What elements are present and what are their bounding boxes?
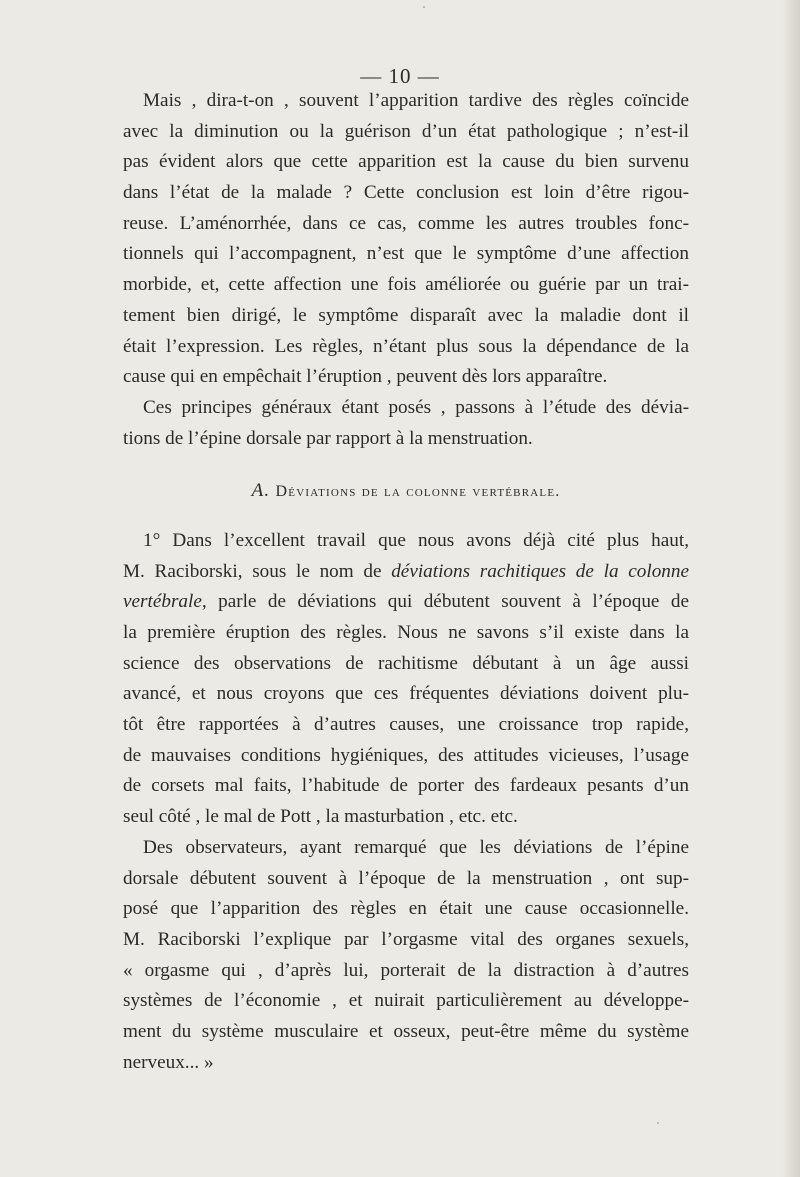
text-line <box>123 587 689 618</box>
text-line: reuse. L’aménorrhée, dans ce cas, comme les autres troubles fonc- <box>123 212 689 234</box>
text-line: cause qui en empêchait l’éruption , peuvent dès lors apparaître. <box>123 366 608 388</box>
text-line: dorsale débutent souvent à l’époque de la menstruation , ont sup- <box>123 867 689 889</box>
section-letter: A. <box>251 480 271 502</box>
text-line: était l’expression. Les règles, n’étant plus sous la dépendance de la <box>123 335 689 357</box>
text-line: 1° Dans l’excellent travail que nous avons déjà cité plus haut, <box>143 529 689 551</box>
text-line: tement bien dirigé, le symptôme disparaît avec la maladie dont il <box>123 304 689 326</box>
section-title: Déviations de la colonne vertébrale. <box>275 483 561 501</box>
section-heading <box>123 476 689 508</box>
text-line: tions de l’épine dorsale par rapport à la menstruation. <box>123 427 533 449</box>
paper-speck <box>423 6 425 8</box>
text-line: dans l’état de la malade ? Cette conclusion est loin d’être rigou- <box>123 182 689 204</box>
text-run: M. Raciborski, sous le nom de <box>123 560 392 582</box>
text-line: la première éruption des règles. Nous ne savons s’il existe dans la <box>123 622 689 644</box>
text-line: Ces principes généraux étant posés , passons à l’étude des dévia- <box>143 396 689 418</box>
paper-speck <box>612 846 614 848</box>
text-line: pas évident alors que cette apparition est la cause du bien survenu <box>123 151 689 173</box>
text-line: posé que l’apparition des règles en était une cause occasionnelle. <box>123 898 689 920</box>
text-line: seul côté , le mal de Pott , la masturbation , etc. etc. <box>123 806 518 828</box>
text-line: M. Raciborski l’explique par l’orgasme vital des organes sexuels, <box>123 928 689 950</box>
text-line: tionnels qui l’accompagnent, n’est que le symptôme d’une affection <box>123 243 689 265</box>
paper-speck <box>657 1122 659 1124</box>
text-line: de corsets mal faits, l’habitude de porter des fardeaux pesants d’un <box>123 775 689 797</box>
italic-title-run: vertébrale, <box>123 591 207 613</box>
text-line: tôt être rapportées à d’autres causes, une croissance trop rapide, <box>123 714 689 736</box>
page-edge-shadow <box>782 0 800 1177</box>
text-line: avancé, et nous croyons que ces fréquentes déviations doivent plu- <box>123 683 689 705</box>
text-line: morbide, et, cette affection une fois améliorée ou guérie par un trai- <box>123 274 689 296</box>
page-number: — 10 — <box>360 64 440 88</box>
text-line: ment du système musculaire et osseux, peut-être même du système <box>123 1020 689 1042</box>
text-line: nerveux... » <box>123 1051 214 1073</box>
text-line: science des observations de rachitisme débutant à un âge aussi <box>123 652 689 674</box>
text-line: de mauvaises conditions hygiéniques, des attitudes vicieuses, l’usage <box>123 744 689 766</box>
text-line: avec la diminution ou la guérison d’un état pathologique ; n’est-il <box>123 120 689 142</box>
body-text <box>123 86 689 1078</box>
text-line: systèmes de l’économie , et nuirait particulièrement au développe- <box>123 990 689 1012</box>
italic-title-run: déviations rachitiques de la colonne <box>391 560 689 582</box>
text-line: « orgasme qui , d’après lui, porterait de la distraction à d’autres <box>123 959 689 981</box>
text-run: parle de déviations qui débutent souvent à l’époque de <box>206 591 689 613</box>
text-line: Des observateurs, ayant remarqué que les déviations de l’épine <box>143 836 689 858</box>
text-line <box>123 557 689 588</box>
text-line: Mais , dira-t-on , souvent l’apparition tardive des règles coïncide <box>143 90 689 111</box>
